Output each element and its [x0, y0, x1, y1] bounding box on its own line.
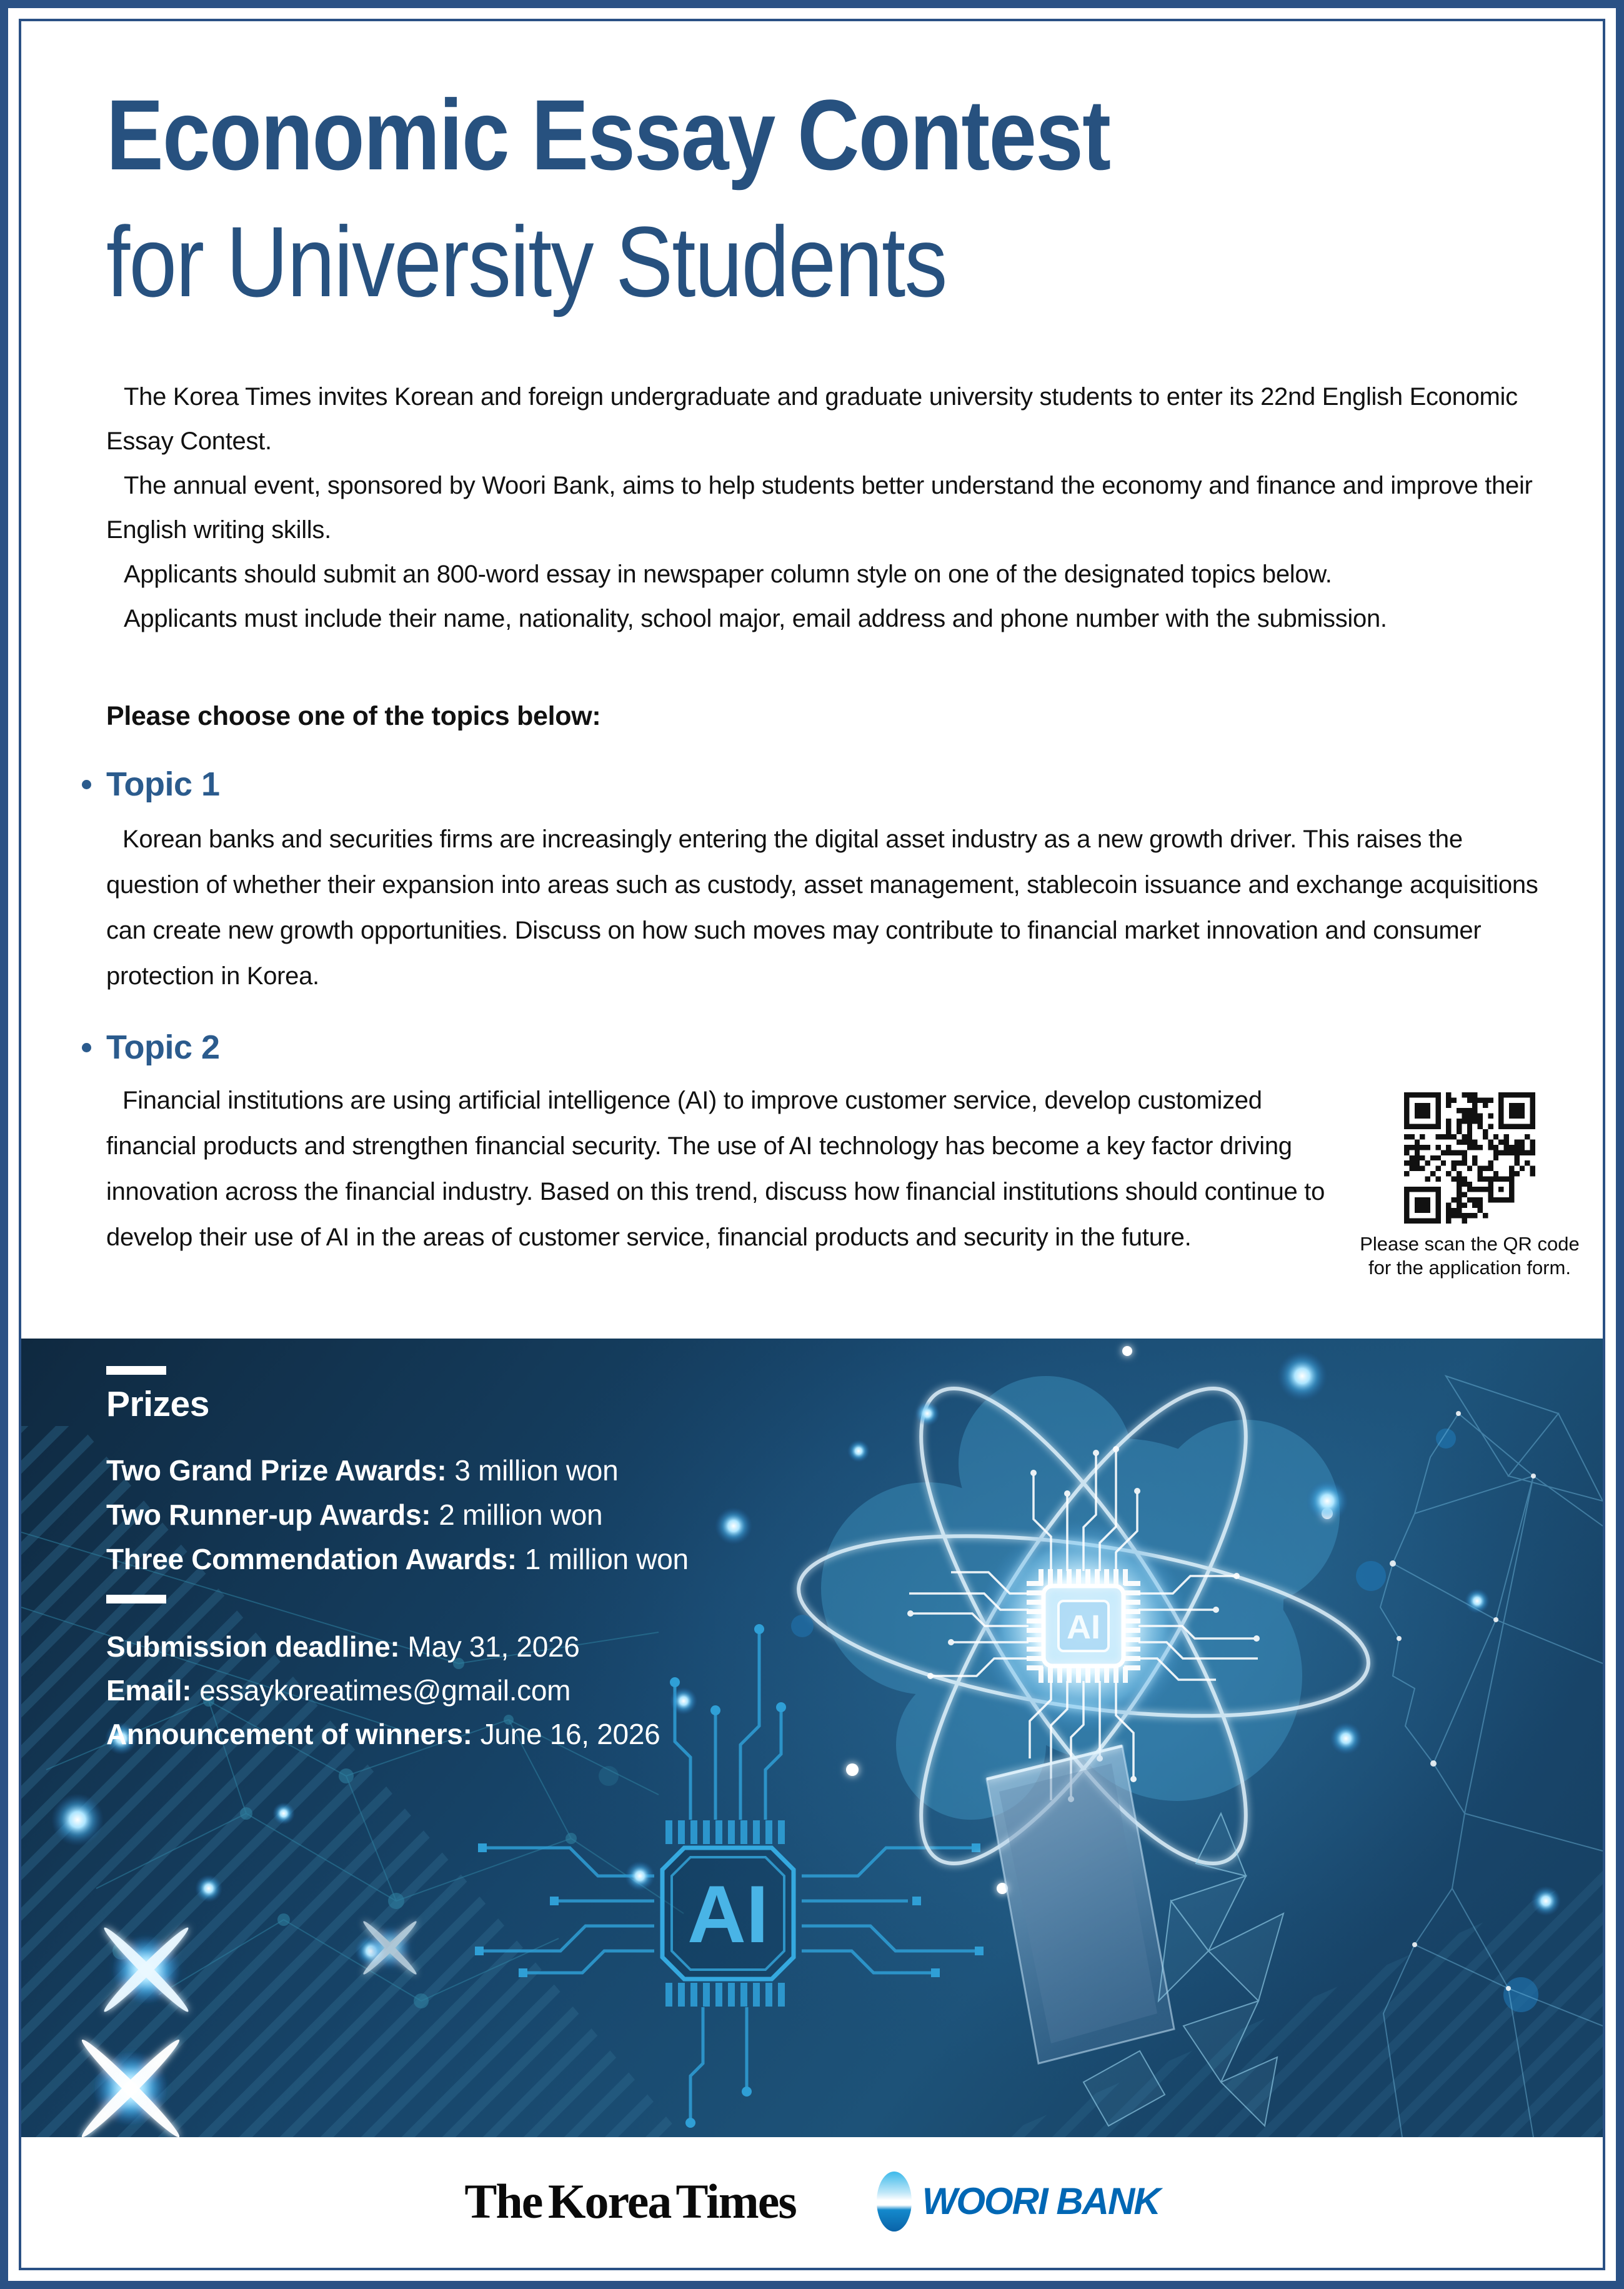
intro-paragraph-4: Applicants must include their name, nationality, school major, email address and phone number with the submission.	[124, 605, 1387, 632]
topic-1-bullet-icon	[82, 780, 91, 789]
intro-paragraph-1: The Korea Times invites Korean and foreign undergraduate and graduate university students to enter its 22nd English Economic Essay Contest.	[106, 383, 1518, 455]
detail-announcement: Announcement of winners: June 16, 2026	[106, 1718, 660, 1750]
prizes-dash	[106, 1366, 166, 1375]
ai-chip-label: AI	[687, 1868, 769, 1960]
woori-bank-oval-icon	[876, 2171, 912, 2232]
qr-caption	[1345, 1232, 1595, 1280]
korea-times-logo: The Korea Times	[464, 2173, 796, 2228]
topic-2-label: Topic 2	[106, 1029, 220, 1066]
details-list	[106, 1625, 660, 1756]
intro-section	[106, 375, 1556, 641]
footer	[21, 2137, 1603, 2265]
prize-item-3: Three Commendation Awards: 1 million won	[106, 1543, 689, 1575]
qr-code-image	[1404, 1092, 1535, 1224]
detail-deadline: Submission deadline: May 31, 2026	[106, 1630, 580, 1663]
prize-item-1: Two Grand Prize Awards: 3 million won	[106, 1454, 619, 1487]
title-line-1: Economic Essay Contest	[106, 79, 1110, 191]
prizes-list	[106, 1449, 689, 1582]
topic-2-bullet-icon	[82, 1043, 91, 1052]
topic-1-label: Topic 1	[106, 765, 220, 803]
topic-1-text: Korean banks and securities firms are increasingly entering the digital asset industry as a new growth driver. This raises the question of whether their expansion into areas such as custody, asset management, stablecoin issuance and exchange acquisitions can create new growth opportunities. Discuss on how such moves may contribute to financial market innovation and consumer protection in Korea.	[106, 825, 1538, 990]
details-dash	[106, 1595, 166, 1603]
qr-caption-line-2: for the application form.	[1368, 1257, 1571, 1279]
woori-bank-wordmark: WOORI BANK	[922, 2180, 1160, 2222]
choose-topic-heading: Please choose one of the topics below:	[106, 701, 601, 731]
detail-email: Email: essaykoreatimes@gmail.com	[106, 1674, 571, 1707]
title-line-2: for University Students	[106, 206, 947, 317]
intro-paragraph-2: The annual event, sponsored by Woori Bank, aims to help students better understand the economy and finance and improve their English writing skills.	[106, 472, 1533, 544]
woori-bank-logo	[876, 2171, 1160, 2232]
topic-2-text: Financial institutions are using artificial intelligence (AI) to improve customer service, develop customized financial products and strengthen financial security. The use of AI technology has become a key factor driving innovation across the financial industry. Based on this trend, discuss how financial institutions should continue to develop their use of AI in the areas of customer service, financial products and security in the future.	[106, 1087, 1325, 1251]
qr-code	[1404, 1092, 1535, 1224]
poster-title	[106, 74, 1110, 327]
prizes-heading: Prizes	[106, 1384, 209, 1424]
intro-paragraph-3: Applicants should submit an 800-word essay in newspaper column style on one of the designated topics below.	[124, 561, 1332, 588]
prize-item-2: Two Runner-up Awards: 2 million won	[106, 1499, 603, 1531]
atom-core-label: AI	[1067, 1608, 1100, 1646]
promo-banner	[21, 1339, 1603, 2137]
qr-caption-line-1: Please scan the QR code	[1360, 1233, 1580, 1255]
